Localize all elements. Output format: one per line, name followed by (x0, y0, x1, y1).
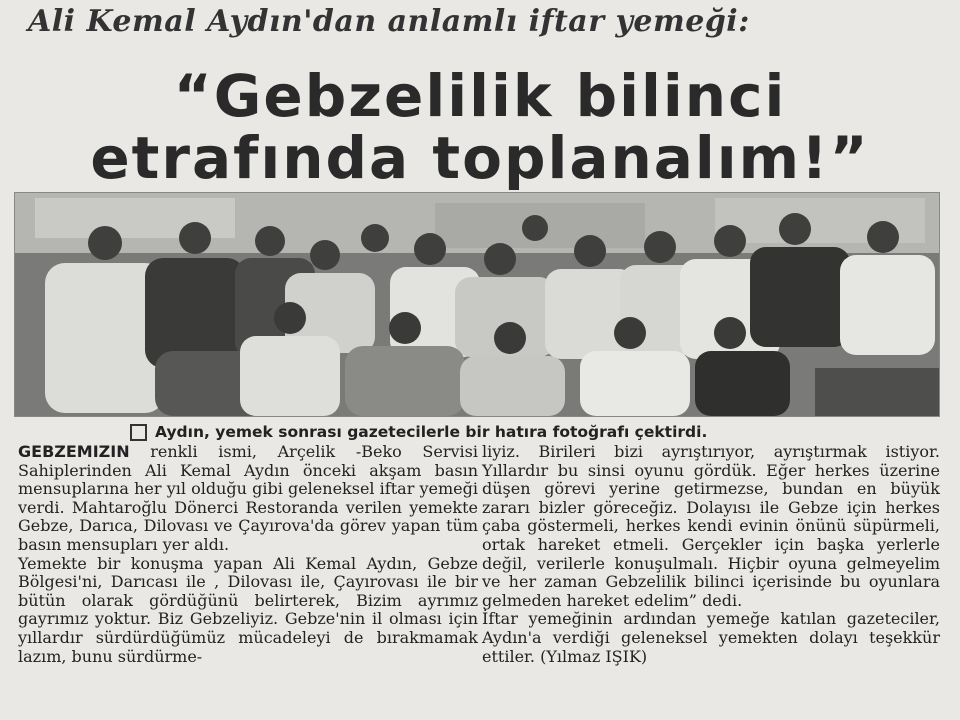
caption-marker-icon (130, 424, 147, 441)
article-column-left (18, 443, 478, 666)
paragraph (18, 443, 478, 555)
paragraph: Yemekte bir konuşma yapan Ali Kemal Aydın, Gebze Bölgesi'ni, Darıcası ile , Dilovası ile, Çayırovası ile bir bütün olarak gördüğünü belirterek, Bizim ayrımız gayrımız yoktur. Biz Gebzeliyiz. Gebze'nin il olması için yıllardır sürdürdüğümüz mücadeleyi de bırakmamak lazım, bunu sürdürme- (18, 553, 478, 666)
headline-line-1: “Gebzelilik bilinci (173, 62, 787, 130)
article-kicker: Ali Kemal Aydın'dan anlamlı iftar yemeği: (28, 4, 750, 39)
article-column-right (482, 443, 940, 666)
photo-caption (130, 423, 930, 441)
photo-caption-text: Aydın, yemek sonrası gazetecilerle bir hatıra fotoğrafı çektirdi. (155, 423, 708, 441)
headline-line-2: etrafında toplanalım!” (90, 124, 870, 192)
paragraph-text: renkli ismi, Arçelik -Beko Servisi Sahiplerinden Ali Kemal Aydın önceki akşam basın mensuplarına her yıl olduğu gibi geleneksel iftar yemeği verdi. Mahtaroğlu Dönerci Restoranda verilen yemekte Gebze, Darıca, Dilovası ve Çayırova'da görev yapan tüm basın mensupları yer aldı. (18, 442, 478, 554)
lead-word: GEBZEMIZIN (18, 442, 130, 461)
group-photo (14, 192, 940, 417)
paragraph: İftar yemeğinin ardından yemeğe katılan gazeteciler, Aydın'a verdiği geleneksel yemekten dolayı teşekkür ettiler. (Yılmaz IŞIK) (482, 609, 940, 666)
paragraph: liyiz. Birileri bizi ayrıştırıyor, ayrıştırmak istiyor. Yıllardır bu sinsi oyunu gördük. Eğer herkes üzerine düşen görevi yerine getirmezse, bundan en büyük zararı bizler göreceğiz. Dolayısı ile Gebze için herkes çaba göstermeli, herkes kendi evinin önünü süpürmeli, ortak hareket etmeli. Gerçekler için başka yerlerle değil, verilerle konuşulmalı. Hiçbir oyuna gelmeyelim ve her zaman Gebzelilik bilinci içerisinde bu oyunlara gelmeden hareket edelim” dedi. (482, 442, 940, 610)
